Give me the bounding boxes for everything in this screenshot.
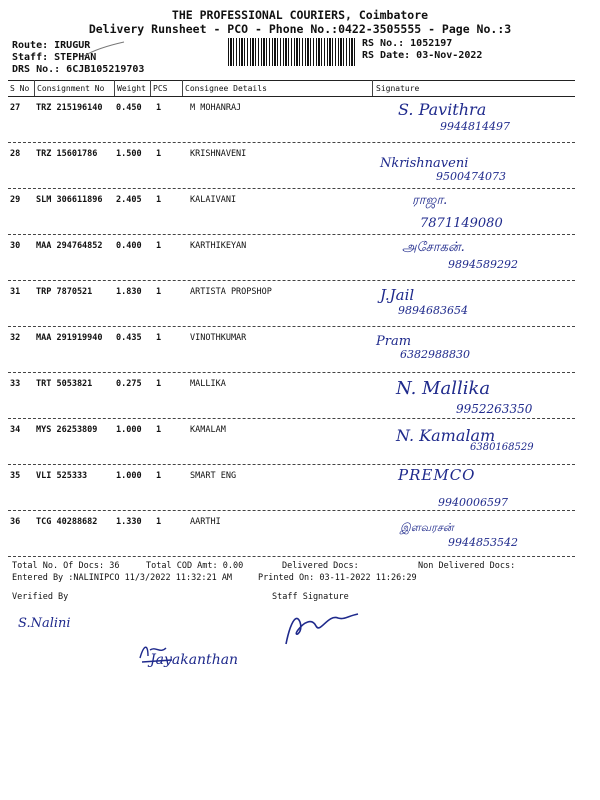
row-separator [8,372,575,373]
row-pcs: 1 [156,149,162,159]
col-divider [114,80,115,96]
col-header-weight: Weight [117,84,146,93]
row-separator [8,510,575,511]
row-signature: N. Mallika [396,378,491,399]
row-separator [8,188,575,189]
row-consignment: TRZ 215196140 [36,103,103,113]
row-weight: 0.275 [116,379,142,389]
row-weight: 1.000 [116,471,142,481]
row-consignment: TRP 7870521 [36,287,93,297]
row-consignee: KARTHIKEYAN [190,241,247,251]
col-divider [34,80,35,96]
row-signature: J.Jail [380,286,415,304]
row-pcs: 1 [156,517,162,527]
row-sno: 33 [10,379,21,389]
row-consignment: TCG 40288682 [36,517,98,527]
row-signature-phone: 9894683654 [398,304,468,317]
document-title: THE PROFESSIONAL COURIERS, Coimbatore [171,8,429,22]
row-consignee: VINOTHKUMAR [190,333,247,343]
row-signature: அசோகன். [402,240,465,255]
rs-number: RS No.: 1052197 [362,38,453,49]
col-header-sno: S No [10,84,30,93]
row-sno: 31 [10,287,21,297]
row-consignee: KAMALAM [190,425,226,435]
row-sno: 36 [10,517,21,527]
row-separator [8,234,575,235]
row-consignment: VLI 525333 [36,471,88,481]
row-separator [8,142,575,143]
row-weight: 1.330 [116,517,142,527]
header-bottom-rule [8,96,575,97]
row-pcs: 1 [156,379,162,389]
col-header-signature: Signature [376,84,420,93]
row-separator [8,326,575,327]
row-consignment: SLM 306611896 [36,195,103,205]
row-sno: 34 [10,425,21,435]
row-pcs: 1 [156,333,162,343]
drs-label: DRS No.: 6CJB105219703 [12,64,145,75]
staff-signature-scribble [278,604,368,654]
row-consignee: SMART ENG [190,471,237,481]
col-header-consignee: Consignee Details [185,84,267,93]
row-signature-phone: 9894589292 [448,258,518,271]
row-signature: S. Pavithra [398,100,487,119]
staff-signature-label: Staff Signature [272,592,349,602]
row-signature: Pram [376,334,412,349]
printed-on: Printed On: 03-11-2022 11:26:29 [258,573,417,583]
row-separator [8,556,575,557]
non-delivered-docs: Non Delivered Docs: [418,561,516,571]
row-pcs: 1 [156,471,162,481]
col-header-consignment: Consignment No [37,84,105,93]
staff-initials-scribble [136,640,176,664]
row-sno: 30 [10,241,21,251]
row-pcs: 1 [156,425,162,435]
row-weight: 2.405 [116,195,142,205]
barcode [228,38,356,66]
row-consignee: AARTHI [190,517,221,527]
total-cod: Total COD Amt: 0.00 [146,561,244,571]
row-signature-phone: 9944814497 [440,120,510,133]
row-signature-phone: 9952263350 [456,402,533,416]
row-signature: இளவரசன் [400,521,454,534]
row-pcs: 1 [156,103,162,113]
row-signature-phone: 9500474073 [436,170,506,183]
row-sno: 28 [10,149,21,159]
row-signature: N. Kamalam [396,426,496,445]
row-weight: 0.400 [116,241,142,251]
row-signature-phone: 7871149080 [420,216,503,231]
row-pcs: 1 [156,241,162,251]
staff-signature: Jayakanthan [150,652,239,668]
row-weight: 0.435 [116,333,142,343]
row-sno: 27 [10,103,21,113]
row-weight: 1.830 [116,287,142,297]
total-docs: Total No. Of Docs: 36 [12,561,120,571]
rs-date: RS Date: 03-Nov-2022 [362,50,483,61]
col-divider [182,80,183,96]
header-top-rule [8,80,575,81]
row-consignment: TRZ 15601786 [36,149,98,159]
row-sno: 32 [10,333,21,343]
row-consignment: MAA 294764852 [36,241,103,251]
row-consignment: TRT 5053821 [36,379,93,389]
delivered-docs: Delivered Docs: [282,561,359,571]
row-weight: 1.000 [116,425,142,435]
row-signature: ராஜா. [412,193,448,208]
row-pcs: 1 [156,195,162,205]
row-pcs: 1 [156,287,162,297]
row-consignee: KRISHNAVENI [190,149,247,159]
entered-by: Entered By :NALINIPCO 11/3/2022 11:32:21 AM [12,573,233,583]
col-divider [150,80,151,96]
row-signature-phone: 9940006597 [438,496,508,509]
col-header-pcs: PCS [153,84,168,93]
row-consignment: MAA 291919940 [36,333,103,343]
row-separator [8,418,575,419]
route-label: Route: IRUGUR [12,40,91,51]
col-divider [372,80,373,96]
header-scribble [80,40,130,60]
row-separator [8,280,575,281]
row-sno: 29 [10,195,21,205]
verified-by-label: Verified By [12,592,69,602]
row-signature-phone: 6382988830 [400,348,470,361]
row-sno: 35 [10,471,21,481]
row-weight: 1.500 [116,149,142,159]
row-consignee: ARTISTA PROPSHOP [190,287,272,297]
row-consignee: KALAIVANI [190,195,237,205]
row-signature-phone: 6380168529 [470,442,534,453]
row-consignee: MALLIKA [190,379,226,389]
verifier-signature: S.Nalini [18,616,71,631]
row-consignment: MYS 26253809 [36,425,98,435]
row-signature-phone: 9944853542 [448,536,518,549]
document-subtitle: Delivery Runsheet - PCO - Phone No.:0422-3505555 - Page No.:3 [88,22,512,36]
row-signature: PREMCO [398,466,476,484]
row-weight: 0.450 [116,103,142,113]
row-signature: Nkrishnaveni [380,156,469,171]
row-consignee: M MOHANRAJ [190,103,242,113]
row-separator [8,464,575,465]
staff-label: Staff: STEPHAN [12,52,97,63]
